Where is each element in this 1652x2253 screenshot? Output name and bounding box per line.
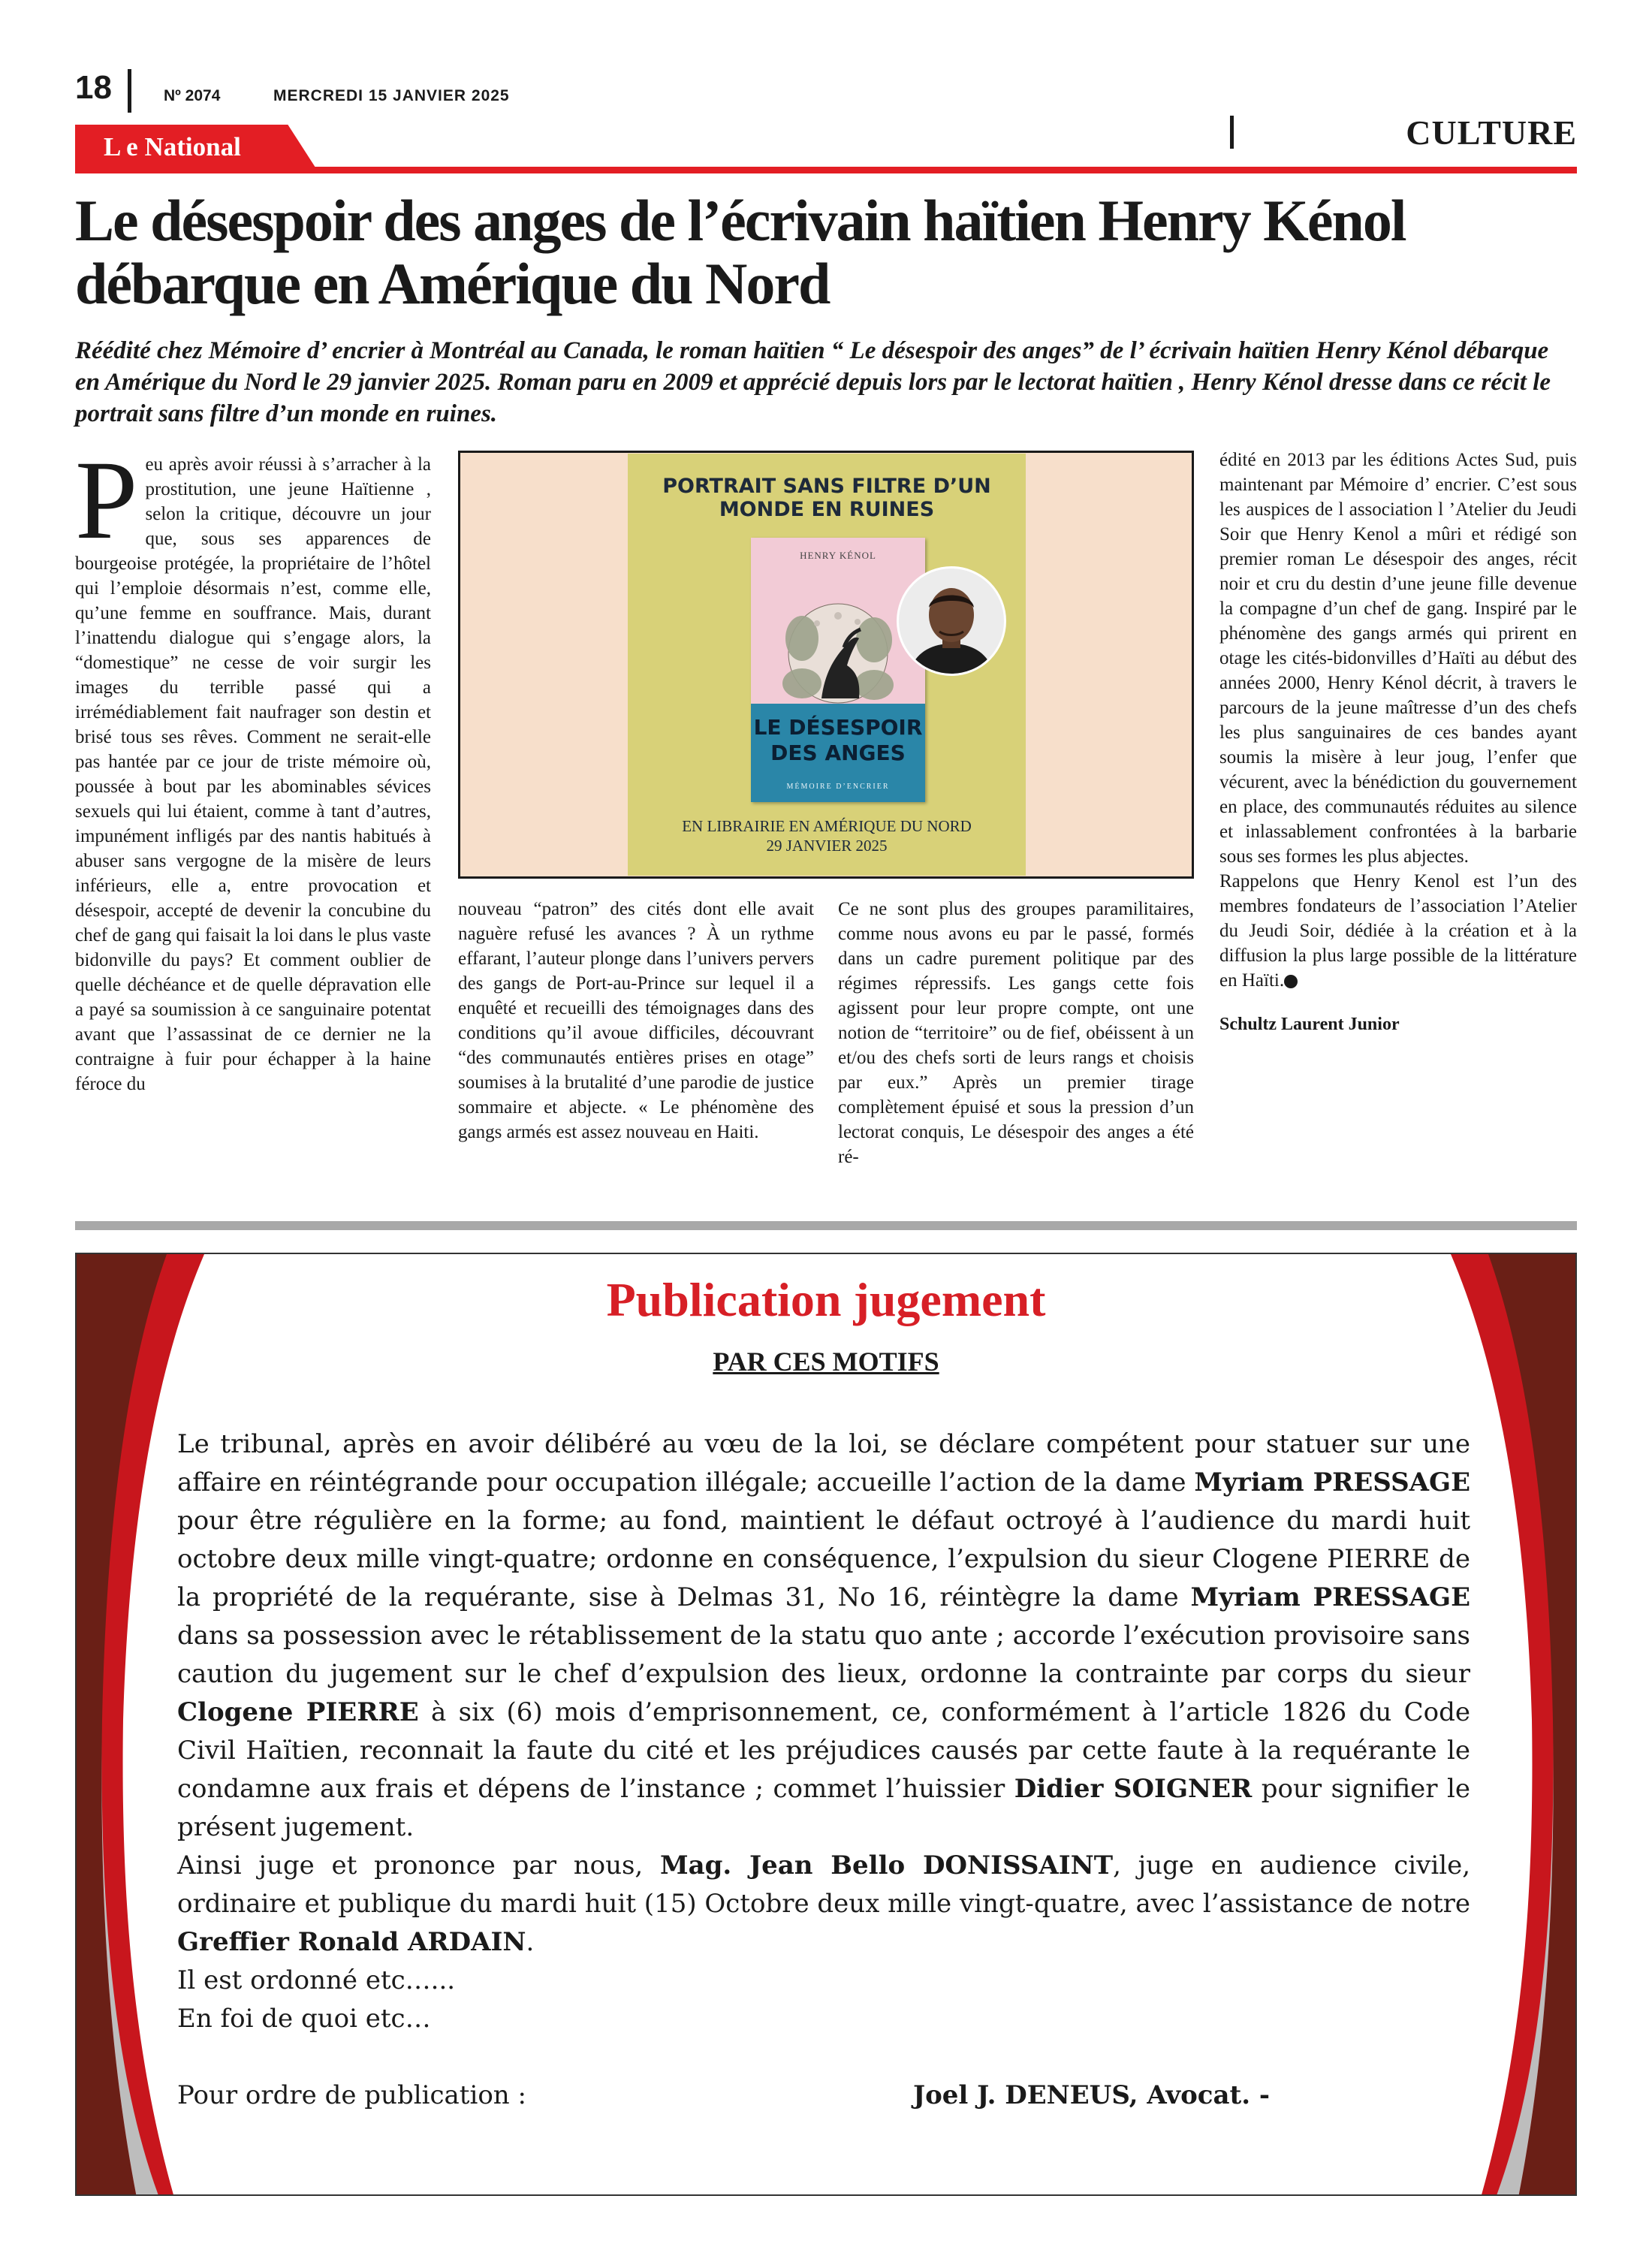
author-portrait	[897, 566, 1006, 676]
defendant-name: Clogene PIERRE	[177, 1697, 419, 1727]
article-column-2	[458, 897, 814, 1145]
poster-banner: PORTRAIT SANS FILTRE D’UN MONDE EN RUINES	[662, 475, 991, 521]
plaintiff-name: Myriam PRESSAGE	[1194, 1467, 1470, 1497]
page-number: 18	[75, 69, 112, 106]
poster-footer-line-2: 29 JANVIER 2025	[766, 837, 888, 855]
column-4-paragraph-1: édité en 2013 par les éditions Actes Sud, puis maintenant par Mémoire d’ encrier. C’est sous les auspices de l association l ’Atelier du Jeudi Soir que Henry Kenol a mûri et rédigé son premier roman Le désespoir des anges, récit noir et cru du destin d’une jeune fille devenue la compagne d’un chef de gang. Inspiré par le phénomène des gangs armés qui prirent en otage les cités-bidonvilles d’Haïti au début des années 2000, Henry Kénol décrit, à travers le parcours de la jeune maîtresse d’un des chefs les plus sanguinaires de ces bandes ayant soumis la misère à leur joug, l’enfer que vécurent, avec la bénédiction du gouvernement en place, des communautés réduites au silence et inlassablement confrontées à la barbarie sous ses formes les plus abjectes.	[1219, 450, 1577, 867]
headline-line-2: débarque en Amérique du Nord	[75, 251, 830, 316]
notice-paragraph-3: Il est ordonné etc…...	[177, 1965, 456, 1995]
article-standfirst: Réédité chez Mémoire d’ encrier à Montréal au Canada, le roman haïtien “ Le désespoir des anges” de l’ écrivain haïtien Henry Kénol débarque en Amérique du Nord le 29 janvier 2025. Roman paru en 2009 et apprécié depuis lors par le lectorat haïtien , Henry Kénol dresse dans ce récit le portrait sans filtre d’un monde en ruines.	[75, 337, 1551, 427]
section-label: CULTURE	[1406, 113, 1577, 152]
notice-paragraph-4: En foi de quoi etc…	[177, 2004, 431, 2034]
book-cover-illustration	[772, 593, 904, 706]
notice-title: Publication jugement	[606, 1273, 1046, 1326]
issue-number: Nº 2074	[164, 87, 221, 104]
section-separator	[75, 1221, 1577, 1230]
book-cover-title-2: DES ANGES	[770, 740, 906, 765]
headline-line-1: Le désespoir des anges de l’écrivain haïtien Henry Kénol	[75, 188, 1406, 253]
notice-subtitle: PAR CES MOTIFS	[713, 1347, 939, 1377]
issue-date: MERCREDI 15 JANVIER 2025	[273, 87, 510, 104]
poster-footer-line-1: EN LIBRAIRIE EN AMÉRIQUE DU NORD	[682, 817, 972, 835]
notice-body	[177, 1425, 1470, 2038]
article-column-3	[838, 897, 1194, 1169]
column-3-text: Ce ne sont plus des groupes paramilitaires, comme nous avons eu par le passé, formés dans un cadre purement politique par des régimes répressifs. Les gangs cette fois agissent pour leur propre compte, ont une notion de “territoire” ou de fief, obéissent à un et/ou des chefs sorti de leurs rangs et choisis par eux.” Après un premier tirage complètement épuisé et sous la pression d’un lectorat conquis, Le désespoir des anges a été ré-	[838, 899, 1194, 1167]
header-rule	[75, 167, 1577, 173]
bailiff-name: Didier SOIGNER	[1014, 1774, 1253, 1804]
book-cover-publisher: MÉMOIRE D’ENCRIER	[786, 783, 890, 791]
drop-cap: P	[75, 438, 138, 562]
clerk-name: Greffier Ronald ARDAIN	[177, 1927, 526, 1957]
brand-name: L e National	[104, 132, 241, 161]
book-cover-title-1: LE DÉSESPOIR	[753, 715, 923, 740]
lawyer-signature: Joel J. DENEUS, Avocat. -	[913, 2080, 1270, 2110]
judge-name: Mag. Jean Bello DONISSAINT	[659, 1850, 1114, 1881]
plaintiff-name: Myriam PRESSAGE	[1190, 1582, 1470, 1612]
end-of-article-icon	[1284, 975, 1298, 988]
column-2-text: nouveau “patron” des cités dont elle avait naguère refusé les avances ? À un rythme effarant, l’auteur plonge dans l’univers pervers des gangs de Port-au-Prince sur lequel il a enquêté et recueilli des témoignages dans des conditions qu’il avoue difficiles, découvrant “des communautés entières prises en otage” soumises à la brutalité d’une parodie de justice sommaire et abjecte. « Le phénomène des gangs armés est assez nouveau en Haiti.	[458, 899, 814, 1142]
page-number-divider	[128, 69, 131, 113]
notice-paragraph-2: Ainsi juge et prononce par nous, Mag. Jean Bello DONISSAINT, juge en audience civile, ordinaire et publique du mardi huit (15) Octobre deux mille vingt-quatre, avec l’assistance de notre Greffier Ronald ARDAIN.	[177, 1850, 1471, 1957]
notice-paragraph-1: Le tribunal, après en avoir délibéré au vœu de la loi, se déclare compétent pour statuer sur une affaire en réintégrande pour occupation illégale; accueille l’action de la dame Myriam PRESSAGE pour être régulière en la forme; au fond, maintient le défaut octroyé à l’audience du mardi huit octobre deux mille vingt-quatre; ordonne en conséquence, l’expulsion du sieur Clogene PIERRE de la propriété de la requérante, sise à Delmas 31, No 16, réintègre la dame Myriam PRESSAGE dans sa possession avec le rétablissement de la statu quo ante ; accorde l’exécution provisoire sans caution du jugement sur le chef d’expulsion des lieux, ordonne la contrainte par corps du sieur Clogene PIERRE à six (6) mois d’emprisonnement, ce, conformément à l’article 1826 du Code Civil Haïtien, reconnait la faute du cité et les préjudices causés par cette faute à la requérante le condamne aux frais et dépens de l’instance ; commet l’huissier Didier SOIGNER pour signifier le présent jugement.	[177, 1429, 1470, 1842]
article-column-1	[75, 438, 431, 1096]
article-column-4	[1219, 448, 1577, 1037]
publication-order-label: Pour ordre de publication :	[177, 2080, 526, 2110]
book-cover-author: HENRY KÉNOL	[800, 550, 876, 561]
column-4-paragraph-2: Rappelons que Henry Kenol est l’un des membres fondateurs de l’association l’Atelier du Jeudi Soir, dédiée à la création et à la diffusion la plus large possible de la littérature en Haïti.	[1219, 871, 1577, 991]
article-headline	[75, 189, 1577, 315]
section-divider	[1230, 116, 1234, 149]
article-byline: Schultz Laurent Junior	[1219, 1015, 1400, 1034]
column-1-text: eu après avoir réussi à s’arracher à la prostitution, une jeune Haïtienne , selon la critique, découvre un jour que, sous ses apparences de bourgeoise protégée, la propriétaire de l’hôtel qui l’emploie désormais n’est, comme elle, qu’une femme en souffrance. Mais, durant l’inattendu dialogue qui s’engage alors, la “domestique” ne cesse de voir surgir les images du terrible passé qui a irrémédiablement fait naufrager son destin et brisé tous ses rêves. Comment ne serait-elle pas hantée par ce jour de triste mémoire où, poussée à bout par les abominables sévices sexuels qui lui étaient, comme à tant d’autres, impunément infligés par des nantis habitués à abuser sans vergogne de la misère de leurs inférieurs, elle a, entre provocation et désespoir, accepté de devenir la concubine du chef de gang qui faisait la loi dans le plus vaste bidonville du pays? Et comment oublier de quelle déchéance et de quelle dépravation elle a payé sa soumission à ce sanguinaire potentat avant que l’assassinat de ce dernier ne la contraigne à fuir pour échapper à la haine féroce du	[75, 454, 431, 1094]
